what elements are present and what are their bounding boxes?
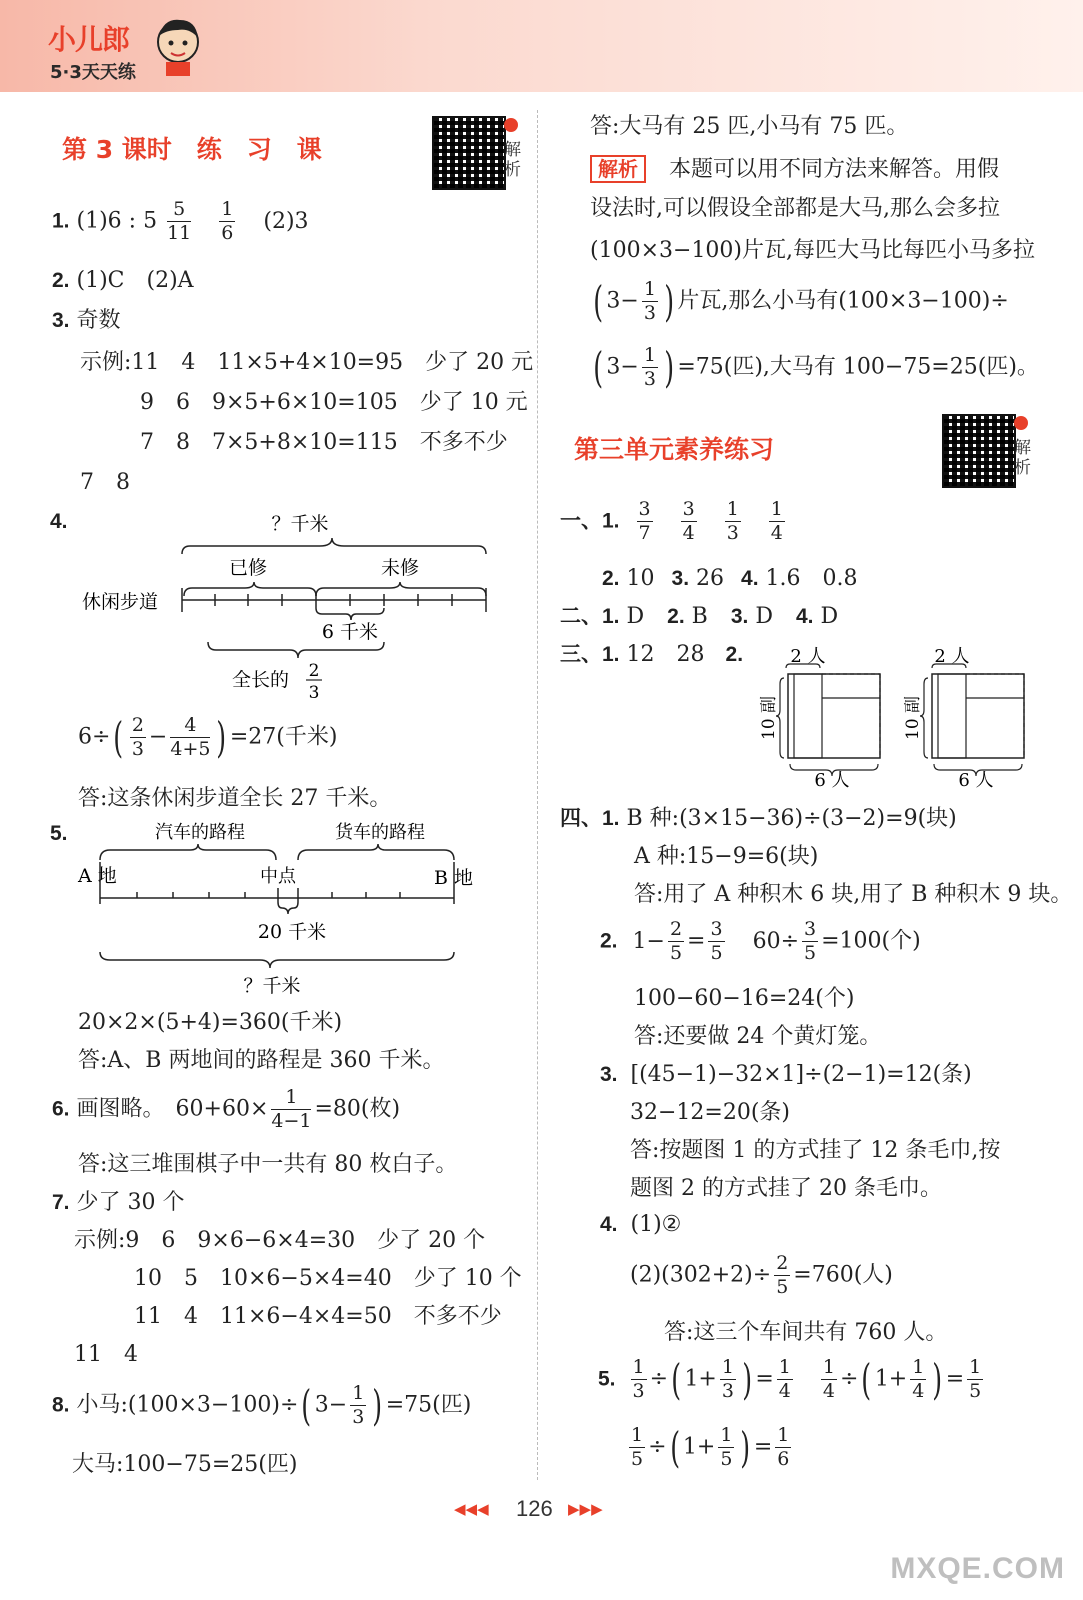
svg-text:A 地: A 地	[78, 865, 117, 887]
prev-page-icon[interactable]: ◀◀◀	[454, 1500, 489, 1518]
q3-answer: 7 8	[80, 470, 130, 495]
section-title-left: 第 3 课时 练 习 课	[62, 135, 322, 164]
svg-text:未修: 未修	[380, 557, 420, 579]
s4-2-line-1: 2. 1− $\frac{2}{5}$ = $\frac{3}{5}$ 60÷ $\frac{3}{5}$ =100(个)	[600, 918, 921, 964]
q7-answer: 11 4	[74, 1342, 138, 1367]
q4-answer: 答:这条休闲步道全长 27 千米。	[78, 786, 392, 811]
svg-text:2: 2	[308, 661, 320, 681]
s4-1-answer: 答:用了 A 种积木 6 块,用了 B 种积木 9 块。	[634, 882, 1073, 907]
q3-example-2: 9 6 9×5+6×10=105 少了 10 元	[140, 390, 528, 415]
s4-3-line-1: 3. [(45−1)−32×1]÷(2−1)=12(条)	[600, 1062, 972, 1087]
q3-row: 3. 奇数	[52, 308, 121, 333]
s4-3-line-2: 32−12=20(条)	[630, 1100, 791, 1125]
svg-text:全长的: 全长的	[232, 669, 290, 691]
q4-line-diagram	[70, 508, 500, 708]
q5-line-diagram	[70, 816, 490, 1000]
q8-row: 8. 小马:(100×3−100)÷( 3− $\frac{1}{3}$ ) =75(匹)	[52, 1380, 472, 1430]
svg-text:汽车的路程: 汽车的路程	[155, 822, 245, 843]
s2-row: 二、1. D 2. B 3. D 4. D	[560, 604, 839, 629]
analysis-line-2: 设法时,可以假设全部都是大马,那么会多拉	[590, 196, 1000, 221]
s4-1-line-1: 四、1. B 种:(3×15−36)÷(3−2)=9(块)	[560, 806, 957, 831]
boy-mascot-icon	[150, 12, 206, 78]
svg-text:？千米: ？千米	[243, 975, 301, 997]
analysis-line-1: 解析 本题可以用不同方法来解答。用假	[590, 155, 999, 183]
q7-example-1: 示例:9 6 9×6−6×4=30 少了 20 个	[74, 1228, 486, 1253]
s4-1-line-2: A 种:15−9=6(块)	[634, 844, 819, 869]
s3-table-diagrams	[756, 640, 1046, 792]
q4-top-label: ？千米	[271, 513, 329, 535]
page-number: 126	[516, 1496, 553, 1521]
play-icon	[1014, 416, 1028, 430]
qr-label: 解析	[504, 140, 521, 180]
svg-text:2 人: 2 人	[934, 646, 970, 667]
q5-equation: 20×2×(5+4)=360(千米)	[78, 1010, 343, 1035]
svg-text:休闲步道: 休闲步道	[82, 591, 159, 613]
logo-title: 小儿郎	[48, 23, 130, 56]
svg-text:中点: 中点	[260, 866, 296, 887]
qr-label: 解析	[1014, 438, 1031, 478]
q4-equation: 6÷( $\frac{2}{3}$ − $\frac{4}{4+5}$ ) =27(千米)	[78, 712, 338, 762]
svg-text:6 人: 6 人	[958, 770, 994, 791]
section-title-right: 第三单元素养练习	[574, 435, 775, 464]
s1b-row: 2. 10 3. 26 4. 1.6 0.8	[602, 566, 858, 591]
q4-number: 4.	[50, 510, 68, 533]
svg-text:B 地: B 地	[434, 867, 474, 889]
s3-row: 三、1. 12 28 2.	[560, 642, 744, 667]
q3-example-3: 7 8 7×5+8×10=115 不多不少	[140, 430, 508, 455]
column-divider	[537, 110, 539, 1480]
q2-row: 2. (1)C (2)A	[52, 268, 194, 293]
svg-text:6 千米: 6 千米	[321, 621, 379, 643]
q7-row: 7. 少了 30 个	[52, 1190, 185, 1215]
s4-5-line-2: $\frac{1}{5}$ ÷( 1+ $\frac{1}{5}$ ) = $\frac{1}{6}$	[631, 1422, 790, 1472]
s4-4-line-2: (2)(302+2)÷ $\frac{2}{5}$ =760(人)	[630, 1252, 893, 1298]
svg-text:20 千米: 20 千米	[257, 921, 327, 943]
q8-answer: 大马:100−75=25(匹)	[72, 1452, 298, 1477]
svg-text:3: 3	[308, 683, 320, 703]
analysis-badge: 解析	[590, 155, 646, 183]
analysis-line-5: ( 3− $\frac{1}{3}$ ) =75(匹),大马有 100−75=25(匹)。	[593, 342, 1039, 392]
analysis-line-3: (100×3−100)片瓦,每匹大马比每匹小马多拉	[590, 238, 1036, 263]
q6-row: 6. 画图略。 60+60× $\frac{1}{4-1}$ =80(枚)	[52, 1086, 401, 1132]
analysis-line-4: ( 3− $\frac{1}{3}$ ) 片瓦,那么小马有(100×3−100)÷	[593, 276, 1009, 326]
s4-4-line-1: 4. (1)②	[600, 1212, 682, 1237]
q3-example-1: 示例:11 4 11×5+4×10=95 少了 20 元	[80, 350, 534, 375]
svg-text:10 副: 10 副	[903, 695, 923, 740]
svg-text:已修: 已修	[228, 557, 268, 579]
s4-2-line-2: 100−60−16=24(个)	[634, 986, 855, 1011]
s4-4-answer: 答:这三个车间共有 760 人。	[664, 1320, 948, 1345]
watermark: MXQE.COM	[890, 1552, 1065, 1585]
qr-code-icon[interactable]	[942, 414, 1016, 488]
q1-row: 1. (1)6 : 5 $\frac{5}{11}$ $\frac{1}{6}$ (2)3	[52, 198, 309, 244]
qr-code-icon[interactable]	[432, 116, 506, 190]
svg-text:2 人: 2 人	[790, 646, 826, 667]
play-icon	[504, 118, 518, 132]
s4-3-answer-2: 题图 2 的方式挂了 20 条毛巾。	[630, 1176, 942, 1201]
svg-text:10 副: 10 副	[759, 695, 779, 740]
q7-example-2: 10 5 10×6−5×4=40 少了 10 个	[134, 1266, 522, 1291]
s4-2-answer: 答:还要做 24 个黄灯笼。	[634, 1024, 882, 1049]
q6-answer: 答:这三堆围棋子中一共有 80 枚白子。	[78, 1152, 458, 1177]
svg-text:货车的路程: 货车的路程	[335, 822, 425, 843]
right-top-answer: 答:大马有 25 匹,小马有 75 匹。	[590, 114, 909, 139]
s4-5-line-1: 5. $\frac{1}{3}$ ÷( 1+ $\frac{1}{3}$ ) = $\frac{1}{4}$ $\frac{1}{4}$ ÷( 1+ $\frac{1}{4}$ ) = $\frac{1}{5}$	[598, 1354, 982, 1404]
svg-text:6 人: 6 人	[814, 770, 850, 791]
s4-3-answer-1: 答:按题图 1 的方式挂了 12 条毛巾,按	[630, 1138, 1001, 1163]
next-page-icon[interactable]: ▶▶▶	[568, 1500, 603, 1518]
q7-example-3: 11 4 11×6−4×4=50 不多不少	[134, 1304, 502, 1329]
q5-number: 5.	[50, 822, 68, 845]
logo-subtitle: 5·3天天练	[50, 62, 136, 83]
s1-row: 一、1. $\frac{3}{7}$ $\frac{3}{4}$ $\frac{1}{3}$ $\frac{1}{4}$	[560, 498, 783, 544]
q5-answer: 答:A、B 两地间的路程是 360 千米。	[78, 1048, 445, 1073]
